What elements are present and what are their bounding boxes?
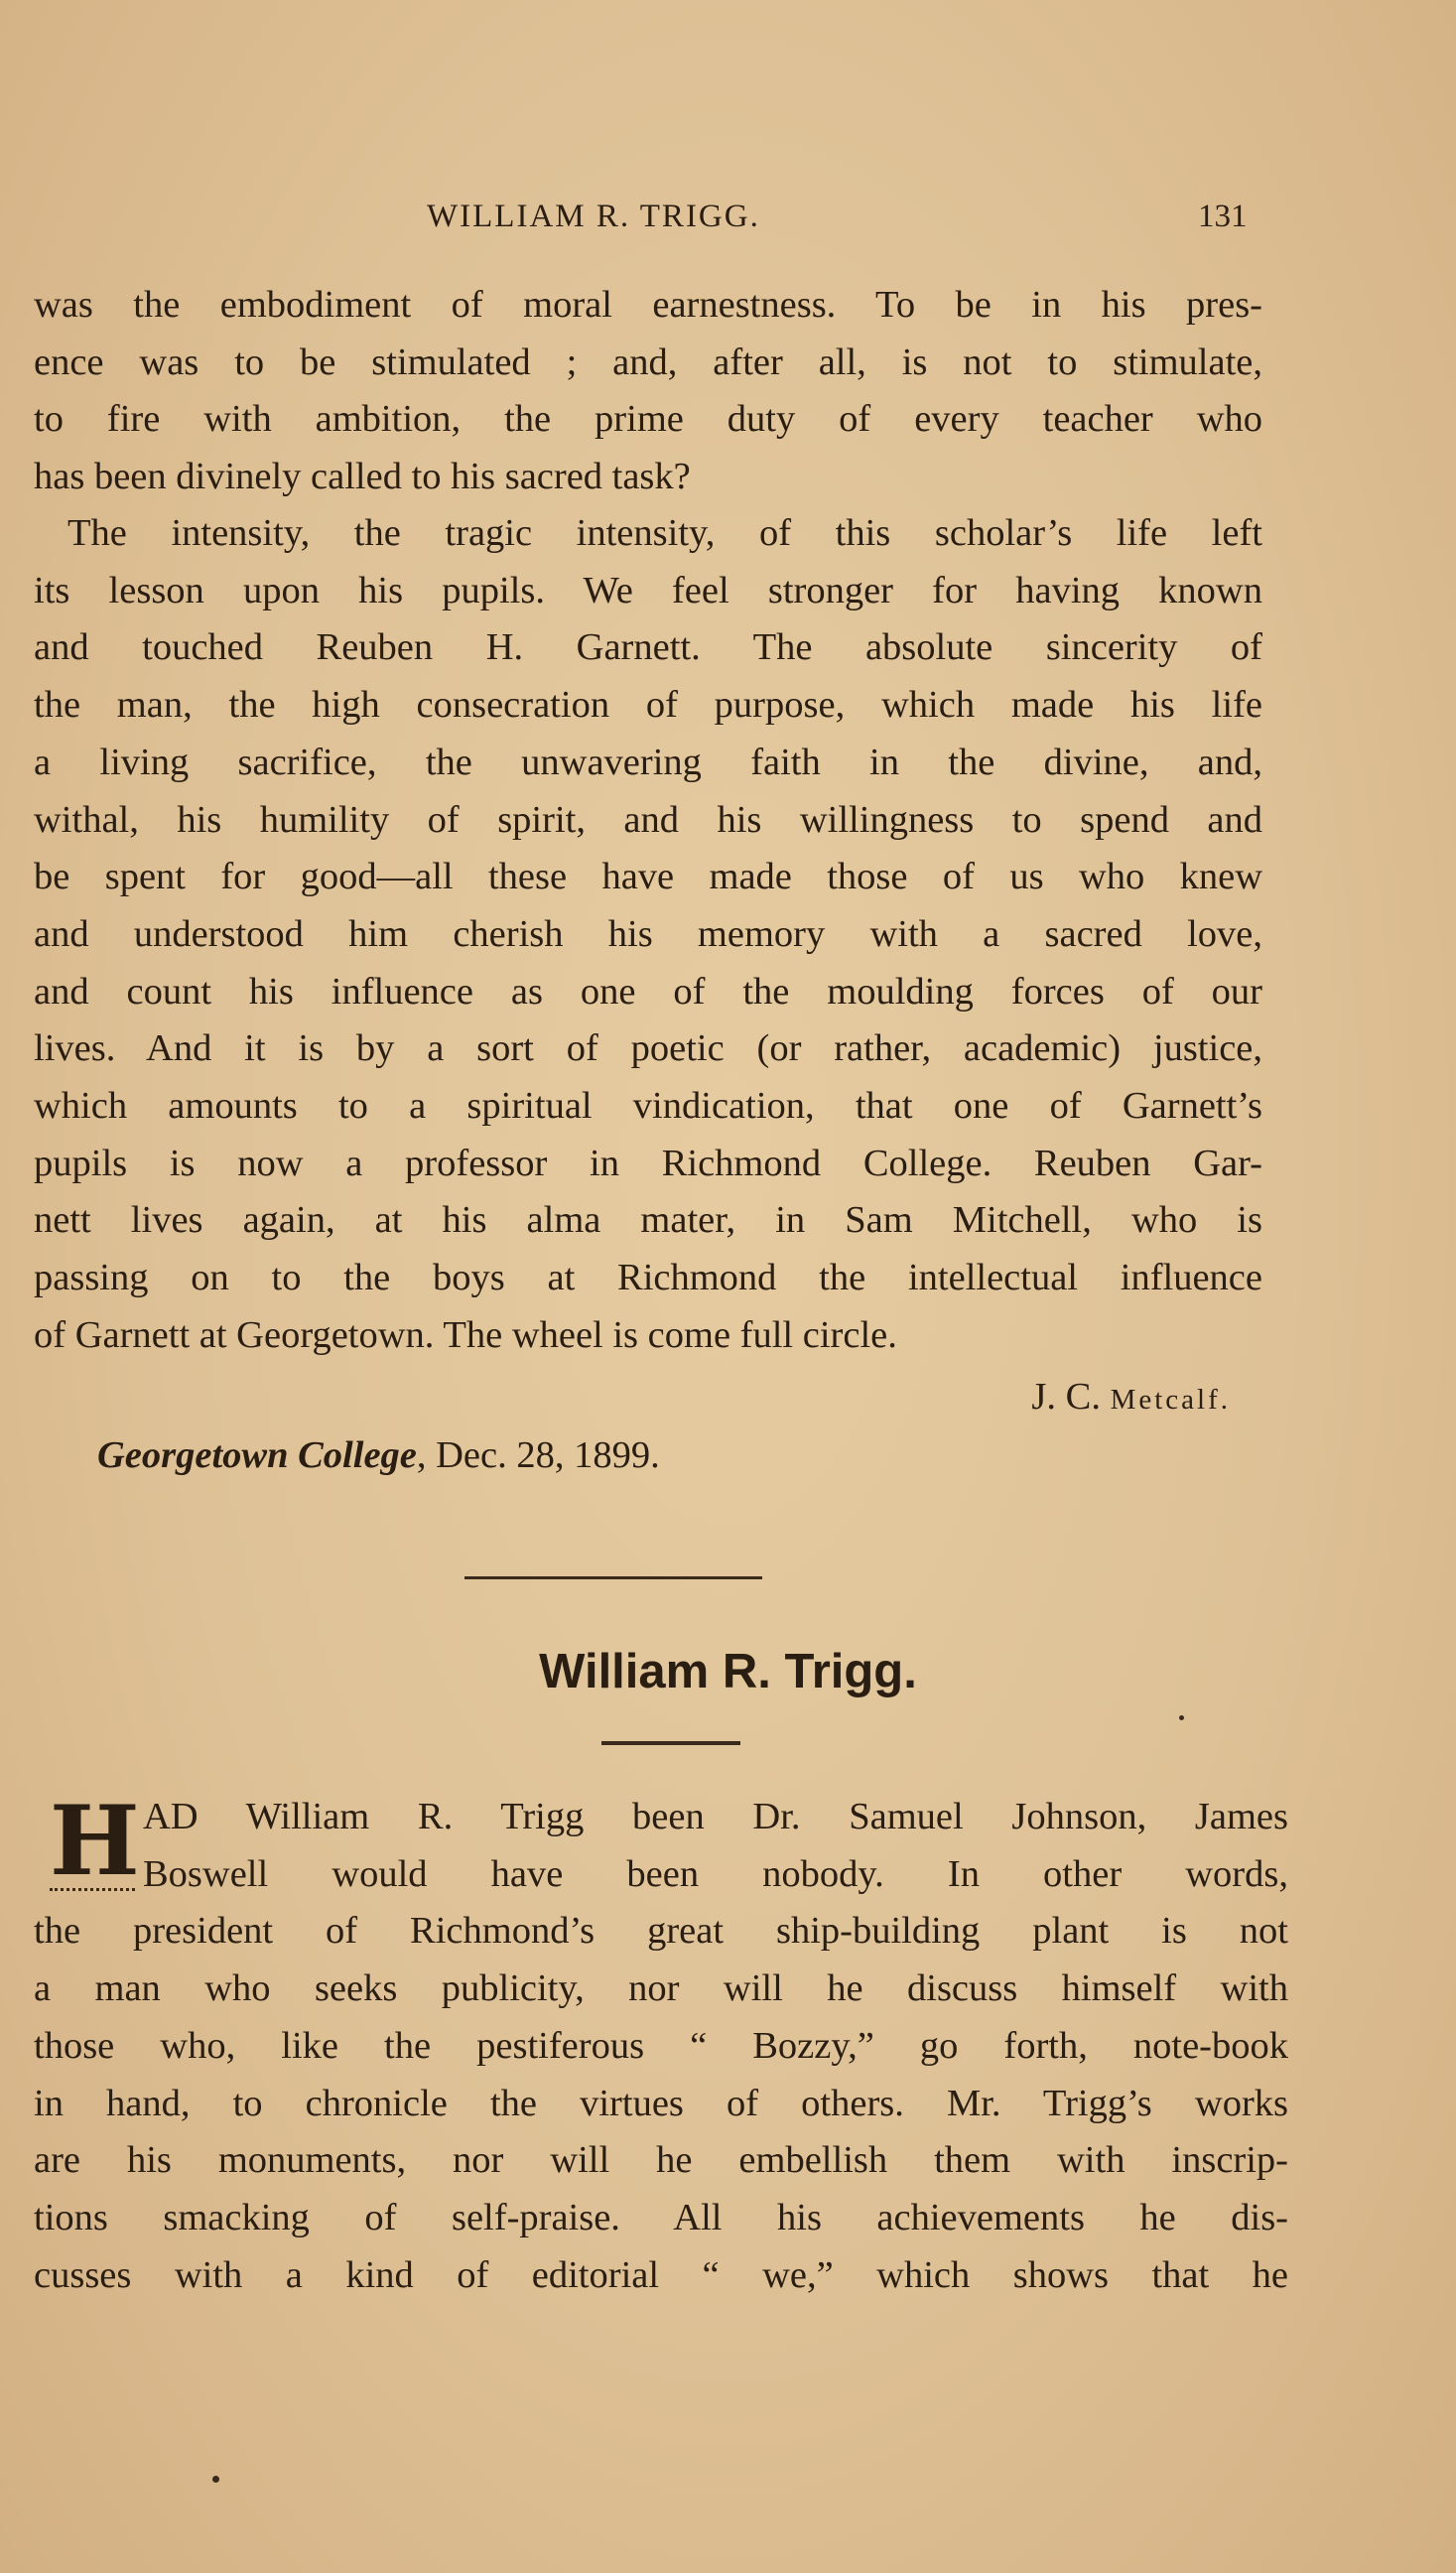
dateline-place: Georgetown College — [97, 1434, 417, 1476]
text-line: pupils is now a professor in Richmond College. Reuben Gar- — [34, 1142, 1262, 1184]
text-line: the president of Richmond’s great ship-building plant is not — [34, 1910, 1288, 1953]
text-line: passing on to the boys at Richmond the intellectual influence — [34, 1257, 1262, 1299]
text-line: has been divinely called to his sacred task? — [34, 456, 691, 498]
text-line: The intensity, the tragic intensity, of this scholar’s life left — [67, 512, 1262, 554]
text-line: be spent for good—all these have made those of us who knew — [34, 856, 1262, 898]
text-line: AD William R. Trigg been Dr. Samuel Johnson, James — [143, 1796, 1288, 1837]
dateline-date: , Dec. 28, 1899. — [416, 1434, 660, 1476]
section-title: William R. Trigg. — [539, 1645, 917, 1698]
text-line: are his monuments, nor will he embellish them with inscrip- — [34, 2139, 1288, 2182]
paragraph-garnett — [34, 505, 1262, 1365]
text-line: ence was to be stimulated ; and, after all, is not to stimulate, — [34, 340, 1262, 383]
text-line: a man who seeks publicity, nor will he discuss himself with — [34, 1967, 1288, 2010]
text-line: to fire with ambition, the prime duty of every teacher who — [34, 398, 1262, 441]
section-divider — [464, 1576, 762, 1579]
text-line: withal, his humility of spirit, and his willingness to spend and — [34, 798, 1262, 841]
paragraph-continuation — [34, 277, 1262, 506]
signature-initials: J. C. — [1031, 1376, 1111, 1418]
text-line: a living sacrifice, the unwavering faith in the divine, and, — [34, 741, 1262, 783]
text-line: and touched Reuben H. Garnett. The absolute sincerity of — [34, 626, 1262, 669]
text-line: lives. And it is by a sort of poetic (or rather, academic) justice, — [34, 1027, 1262, 1070]
text-line: which amounts to a spiritual vindication, that one of Garnett’s — [34, 1085, 1262, 1128]
title-underline — [601, 1741, 740, 1745]
text-line: tions smacking of self-praise. All his achievements he dis- — [34, 2196, 1288, 2238]
text-line: and count his influence as one of the moulding forces of our — [34, 970, 1262, 1013]
text-line: cusses with a kind of editorial “ we,” which shows that he — [34, 2253, 1288, 2296]
signature-surname: Metcalf. — [1110, 1384, 1231, 1416]
ornamental-drop-cap: H — [50, 1785, 140, 1897]
paragraph-trigg — [34, 1785, 1288, 2304]
text-line: its lesson upon his pupils. We feel stronger for having known — [34, 569, 1262, 611]
page-number: 131 — [1198, 199, 1248, 234]
text-line: and understood him cherish his memory with a sacred love, — [34, 912, 1262, 955]
text-line: was the embodiment of moral earnestness. To be in his pres- — [34, 284, 1262, 326]
paper-speck — [212, 2476, 219, 2483]
text-line: those who, like the pestiferous “ Bozzy,” go forth, note-book — [34, 2024, 1288, 2067]
running-title: WILLIAM R. TRIGG. — [427, 199, 760, 234]
text-line: of Garnett at Georgetown. The wheel is come full circle. — [34, 1313, 897, 1356]
paper-speck — [1179, 1715, 1184, 1720]
author-signature — [0, 1375, 1231, 1419]
dateline — [97, 1433, 660, 1477]
text-line: Boswell would have been nobody. In other words, — [143, 1852, 1288, 1895]
text-line: the man, the high consecration of purpose, which made his life — [34, 684, 1262, 727]
text-line: nett lives again, at his alma mater, in Sam Mitchell, who is — [34, 1199, 1262, 1242]
text-line: in hand, to chronicle the virtues of others. Mr. Trigg’s works — [34, 2082, 1288, 2124]
running-head — [0, 199, 1456, 248]
